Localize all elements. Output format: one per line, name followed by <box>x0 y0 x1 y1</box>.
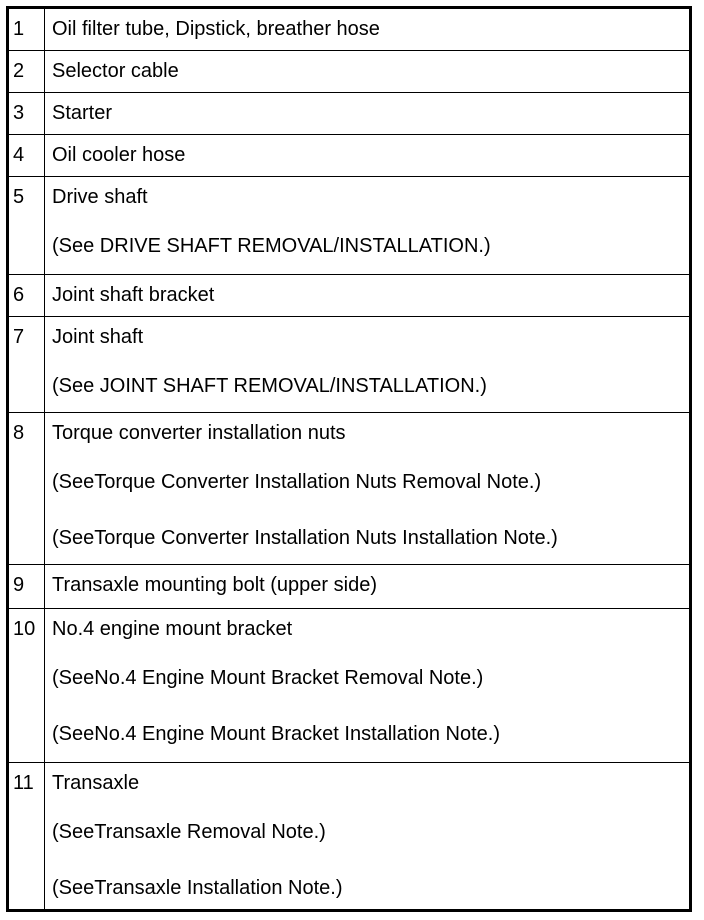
description-line: Transaxle <box>52 772 140 794</box>
table-row <box>9 565 689 609</box>
description-line: Drive shaft <box>52 186 148 208</box>
description-line: No.4 engine mount bracket <box>52 618 293 640</box>
table-row <box>9 93 689 135</box>
table-row <box>9 413 689 565</box>
row-number: 6 <box>9 275 45 316</box>
row-description <box>45 609 689 762</box>
row-number: 3 <box>9 93 45 134</box>
description-line: Joint shaft <box>52 326 144 348</box>
description-line: Oil cooler hose <box>52 144 186 166</box>
row-description <box>45 763 689 909</box>
row-description <box>45 9 689 50</box>
description-line: Starter <box>52 102 113 124</box>
table-row <box>9 317 689 413</box>
parts-table <box>6 6 692 912</box>
table-row <box>9 51 689 93</box>
row-description <box>45 275 689 316</box>
table-row <box>9 135 689 177</box>
row-number: 10 <box>9 609 45 762</box>
table-row <box>9 275 689 317</box>
row-description <box>45 413 689 564</box>
description-line: (SeeNo.4 Engine Mount Bracket Installation Note.) <box>52 723 501 745</box>
description-line: (SeeTransaxle Installation Note.) <box>52 877 343 899</box>
row-number: 8 <box>9 413 45 564</box>
row-description <box>45 51 689 92</box>
row-number: 5 <box>9 177 45 274</box>
row-number: 1 <box>9 9 45 50</box>
row-description <box>45 565 689 608</box>
table-row <box>9 177 689 275</box>
description-line: Torque converter installation nuts <box>52 422 346 444</box>
description-line: (See DRIVE SHAFT REMOVAL/INSTALLATION.) <box>52 235 491 257</box>
description-line: Transaxle mounting bolt (upper side) <box>52 574 377 596</box>
description-line: (See JOINT SHAFT REMOVAL/INSTALLATION.) <box>52 375 487 397</box>
row-number: 2 <box>9 51 45 92</box>
description-line: Selector cable <box>52 60 179 82</box>
row-description <box>45 317 689 412</box>
description-line: (SeeTransaxle Removal Note.) <box>52 821 326 843</box>
table-row <box>9 763 689 909</box>
table-row <box>9 9 689 51</box>
description-line: Joint shaft bracket <box>52 284 215 306</box>
description-line: (SeeNo.4 Engine Mount Bracket Removal Note.) <box>52 667 484 689</box>
table-row <box>9 609 689 763</box>
row-number: 9 <box>9 565 45 608</box>
row-number: 7 <box>9 317 45 412</box>
row-description <box>45 93 689 134</box>
row-number: 4 <box>9 135 45 176</box>
row-description <box>45 135 689 176</box>
description-line: (SeeTorque Converter Installation Nuts Installation Note.) <box>52 527 558 549</box>
description-line: Oil filter tube, Dipstick, breather hose <box>52 18 380 40</box>
description-line: (SeeTorque Converter Installation Nuts Removal Note.) <box>52 471 542 493</box>
row-description <box>45 177 689 274</box>
row-number: 11 <box>9 763 45 909</box>
